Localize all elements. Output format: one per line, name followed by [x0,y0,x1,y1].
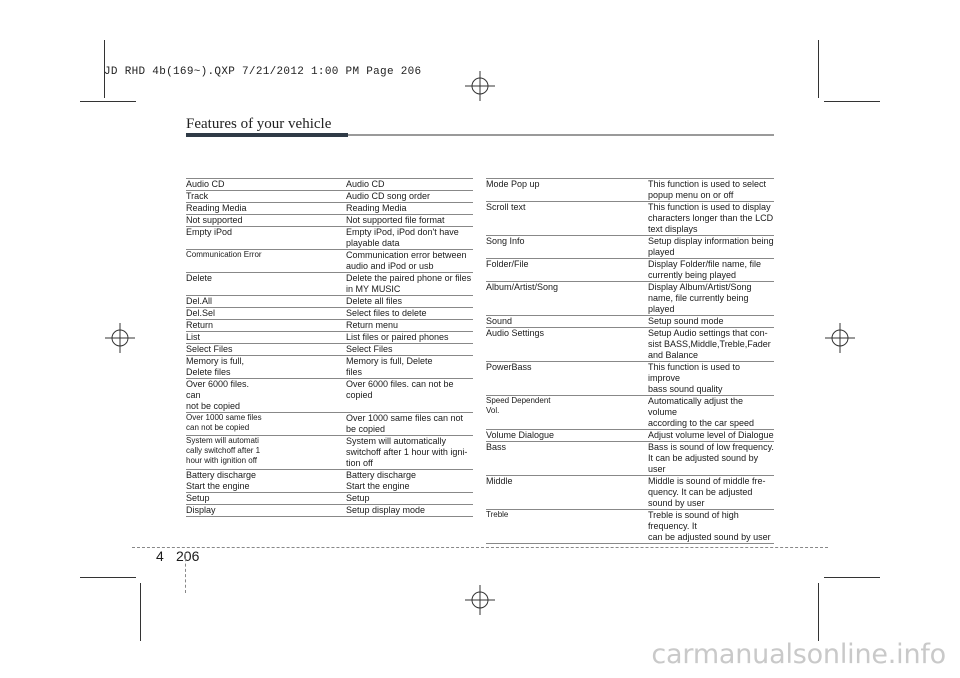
row-key: Middle [486,476,566,510]
row-key: List [186,332,264,344]
table-row [186,308,473,320]
table-row [186,203,473,215]
crop-mark [824,577,880,578]
row-value: Setup display mode [346,505,473,517]
table-row [486,236,774,259]
row-spacer [264,332,346,344]
row-key: Display [186,505,264,517]
row-key: Audio CD [186,179,264,191]
row-value: Select Files [346,344,473,356]
table-row [486,476,774,510]
table-row [186,250,473,273]
row-key: Empty iPod [186,227,264,250]
row-key: Reading Media [186,203,264,215]
row-key: Folder/File [486,259,566,282]
table-row [486,282,774,316]
table-row [186,296,473,308]
row-key: Bass [486,442,566,476]
page-number [156,548,199,564]
row-value: Select files to delete [346,308,473,320]
table-row [486,362,774,396]
page-header-title: Features of your vehicle [186,116,332,132]
row-value: Adjust volume level of Dialogue [648,430,774,440]
table-row [186,215,473,227]
row-key: Communication Error [186,250,264,273]
row-value: Delete all files [346,296,473,308]
row-value: This function is used to improve bass sound quality [648,362,774,396]
table-row [186,179,473,191]
row-value: Middle is sound of middle fre- quency. It can be adjusted sound by user [648,476,774,510]
row-spacer [566,328,648,362]
row-spacer [264,203,346,215]
row-spacer [264,356,346,379]
row-spacer [264,470,346,493]
row-value: Automatically adjust the volume according to the car speed [648,396,774,430]
table-row [186,344,473,356]
row-key: Over 6000 files. can not be copied [186,379,264,413]
footer-rule [132,547,828,548]
row-value: Setup display information being played [648,236,774,257]
crop-mark [80,577,136,578]
row-spacer [566,236,648,259]
page-number-value: 206 [176,548,200,564]
row-key: Audio Settings [486,328,566,362]
row-spacer [566,396,648,430]
table-row [186,332,473,344]
registration-mark-icon [825,323,855,353]
registration-mark-icon [105,323,135,353]
row-key: System will automati cally switchoff after 1 hour with ignition off [186,436,264,470]
watermark-text: carmanualsonline.info [651,639,946,670]
row-spacer [566,476,648,510]
row-spacer [566,179,648,202]
table-row [486,259,774,282]
row-spacer [264,505,346,517]
table-row [186,227,473,250]
table-row [186,379,473,413]
row-spacer [264,250,346,273]
table-row [186,413,473,436]
row-key: Setup [186,493,264,505]
row-key: Song Info [486,236,566,259]
row-value: Bass is sound of low frequency. It can be adjusted sound by user [648,442,774,474]
row-spacer [264,308,346,320]
row-value: Battery discharge Start the engine [346,470,473,493]
row-key: Speed Dependent Vol. [486,396,566,430]
table-row [186,191,473,203]
print-slug: JD RHD 4b(169~).QXP 7/21/2012 1:00 PM Page 206 [104,66,422,78]
row-spacer [566,510,648,544]
crop-mark [818,40,819,98]
row-spacer [566,362,648,396]
header-rule-accent [186,133,348,137]
row-spacer [566,430,648,442]
table-row [186,493,473,505]
row-key: Del.Sel [186,308,264,320]
table-row [486,316,774,328]
row-value: Display Folder/file name, file currently being played [648,259,774,282]
row-value: Empty iPod, iPod don't have playable data [346,227,473,250]
row-value: This function is used to display characters longer than the LCD text displays [648,202,774,234]
crop-mark [140,583,141,641]
right-function-table [486,178,774,544]
row-spacer [264,493,346,505]
table-row [486,179,774,202]
row-key: Album/Artist/Song [486,282,566,316]
row-spacer [264,344,346,356]
row-key: Select Files [186,344,264,356]
row-spacer [264,379,346,413]
row-key: Battery discharge Start the engine [186,470,264,493]
row-spacer [566,442,648,476]
row-value: Setup [346,493,473,505]
row-key: Return [186,320,264,332]
row-spacer [264,273,346,296]
row-value: Audio CD song order [346,191,473,203]
row-value: Communication error between audio and iPod or usb [346,250,473,273]
table-row [486,510,774,544]
row-spacer [264,215,346,227]
row-key: Memory is full, Delete files [186,356,264,379]
row-value: This function is used to select popup menu on or off [648,179,774,202]
row-spacer [264,320,346,332]
row-value: Delete the paired phone or files in MY MUSIC [346,273,472,294]
row-value: Setup sound mode [648,316,774,328]
row-key: PowerBass [486,362,566,396]
row-spacer [264,413,346,436]
left-message-table [186,178,473,517]
table-row [186,320,473,332]
crop-mark [818,583,819,641]
table-row [186,470,473,493]
row-key: Volume Dialogue [486,430,566,442]
row-value: List files or paired phones [346,332,473,344]
row-spacer [264,227,346,250]
row-value: Return menu [346,320,473,332]
row-value: Audio CD [346,179,473,191]
row-value: Display Album/Artist/Song name, file currently being played [648,282,774,316]
row-spacer [566,259,648,282]
row-value: Setup Audio settings that con- sist BASS,Middle,Treble,Fader and Balance [648,328,774,362]
row-spacer [566,316,648,328]
row-key: Scroll text [486,202,566,236]
crop-mark [80,101,136,102]
table-row [486,442,774,476]
crop-mark [824,101,880,102]
table-row [186,356,473,379]
row-key: Mode Pop up [486,179,566,202]
row-key: Del.All [186,296,264,308]
row-value: System will automatically switchoff after 1 hour with igni- tion off [346,436,473,470]
row-spacer [264,191,346,203]
row-spacer [566,282,648,316]
row-value: Over 6000 files. can not be copied [346,379,473,413]
row-spacer [264,296,346,308]
footer-divider [185,553,187,593]
row-value: Treble is sound of high frequency. It can be adjusted sound by user [648,510,774,544]
row-key: Track [186,191,264,203]
row-key: Not supported [186,215,264,227]
row-spacer [264,436,346,470]
row-spacer [264,179,346,191]
table-row [186,505,473,517]
chapter-number: 4 [156,548,164,564]
table-row [186,273,473,296]
registration-mark-icon [465,585,495,615]
row-value: Reading Media [346,203,473,215]
row-spacer [566,202,648,236]
row-key: Sound [486,316,566,328]
table-row [486,202,774,236]
row-value: Over 1000 same files can not be copied [346,413,473,436]
table-row [486,328,774,362]
row-key: Treble [486,510,566,544]
table-row [186,436,473,470]
registration-mark-icon [465,71,495,101]
row-key: Over 1000 same files can not be copied [186,413,264,436]
row-value: Memory is full, Delete files [346,356,473,379]
row-key: Delete [186,273,264,296]
row-value: Not supported file format [346,215,473,227]
table-row [486,396,774,430]
table-row [486,430,774,442]
